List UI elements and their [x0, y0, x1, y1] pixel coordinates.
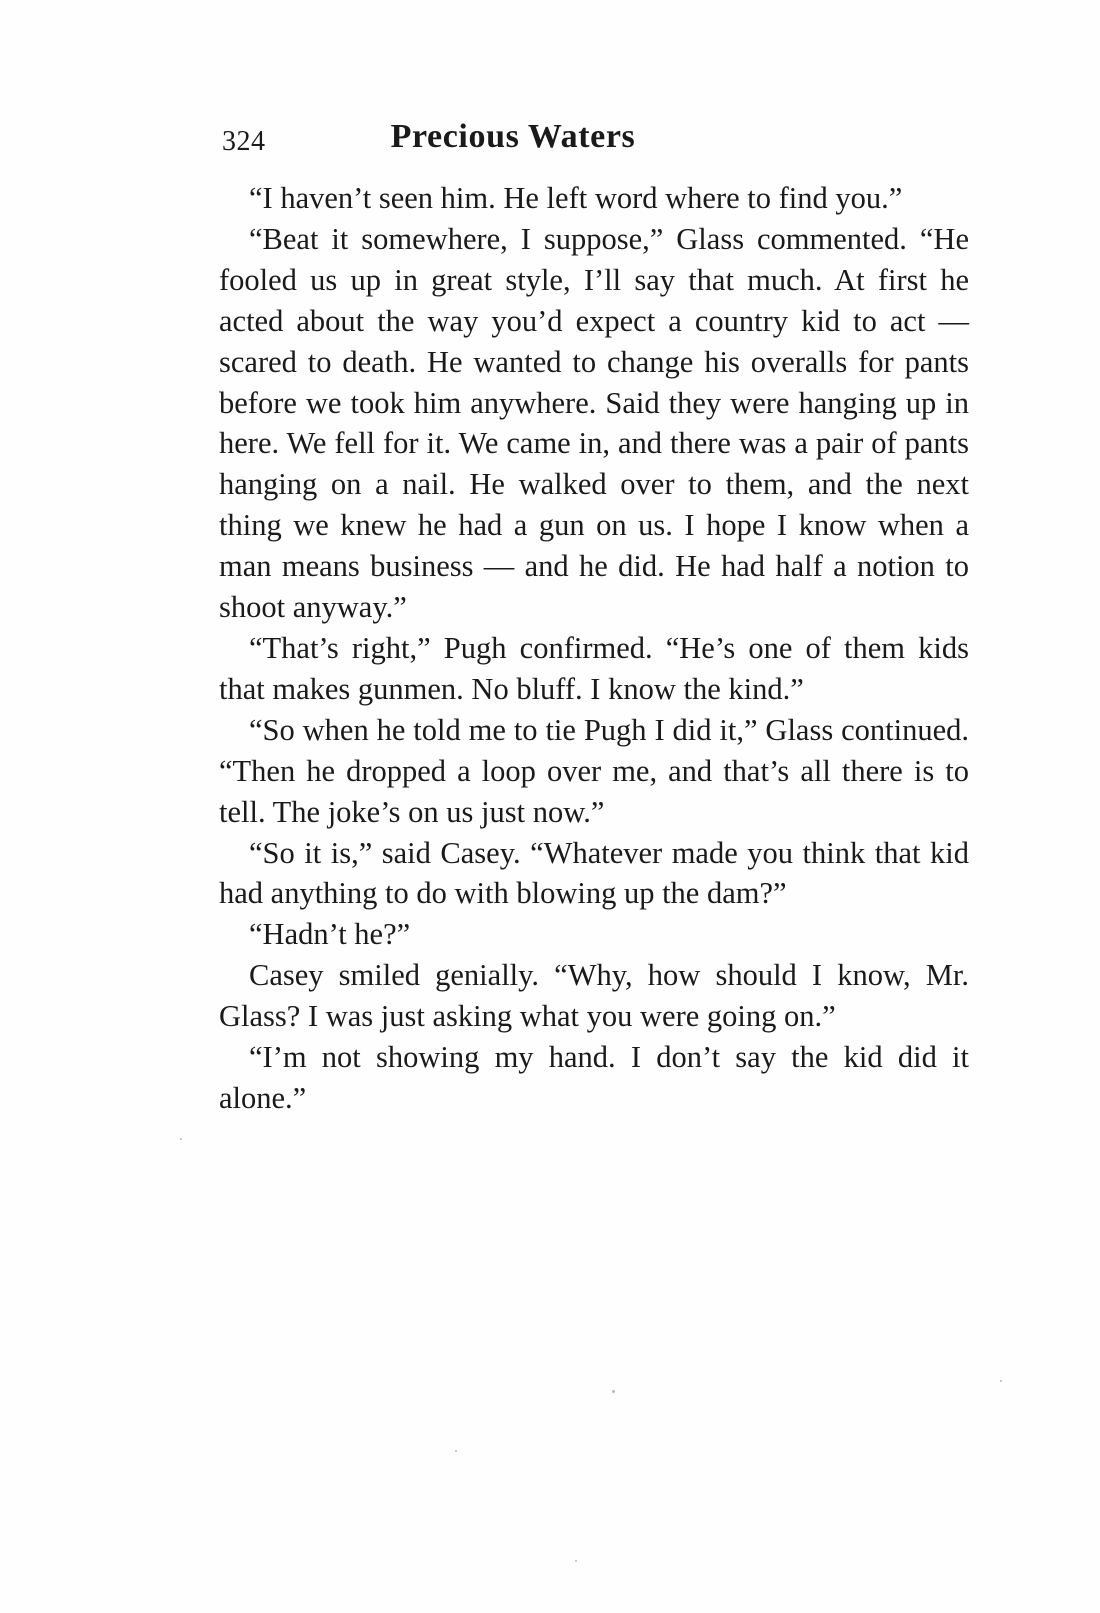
running-title: Precious Waters	[390, 118, 636, 155]
paragraph: “So it is,” said Casey. “Whatever made you think that kid had anything to do with blowing up the dam?”	[219, 835, 969, 911]
body-text	[219, 178, 969, 1119]
paper-speck	[455, 1450, 457, 1452]
paragraph: “That’s right,” Pugh confirmed. “He’s one of them kids that makes gunmen. No bluff. I know the kind.”	[219, 630, 969, 706]
page-number: 324	[222, 126, 266, 157]
paragraph: “I’m not showing my hand. I don’t say the kid did it alone.”	[219, 1040, 969, 1115]
paper-speck	[1000, 1380, 1002, 1382]
running-head	[222, 118, 770, 162]
paragraph: “Beat it somewhere, I suppose,” Glass commented. “He fooled us up in great style, I’ll say that much. At first he acted about the way you’d expect a country kid to act — scared to death. He wanted to change his overalls for pants before we took him anywhere. Said they were hanging up in here. We fell for it. We came in, and there was a pair of pants hanging on a nail. He walked over to them, and the next thing we knew he had a gun on us. I hope I know when a man means business — and he did. He had half a notion to shoot anyway.”	[219, 221, 969, 625]
paragraph: “Hadn’t he?”	[249, 917, 411, 952]
paper-speck	[612, 1390, 615, 1393]
paper-speck	[575, 1560, 577, 1562]
paper-speck	[180, 1138, 182, 1140]
paragraph: “I haven’t seen him. He left word where to find you.”	[249, 181, 903, 215]
paragraph: “So when he told me to tie Pugh I did it,” Glass continued. “Then he dropped a loop over me, and that’s all there is to tell. The joke’s on us just now.”	[219, 712, 969, 829]
paragraph: Casey smiled genially. “Why, how should I know, Mr. Glass? I was just asking what you were going on.”	[219, 958, 969, 1034]
